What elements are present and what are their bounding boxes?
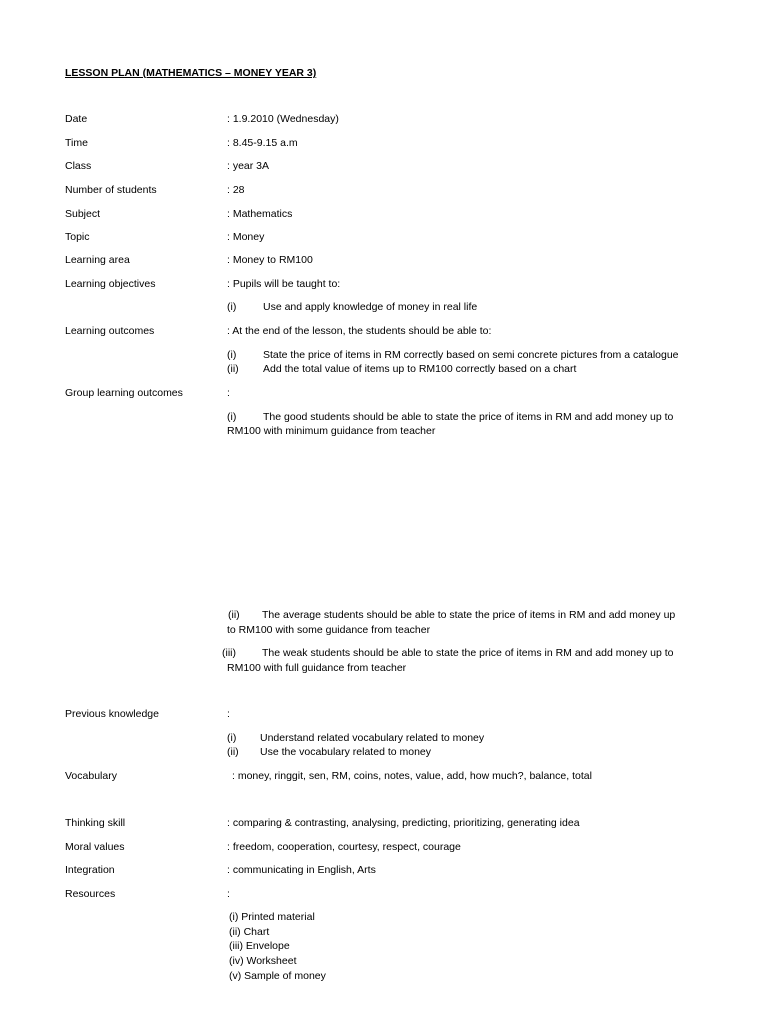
resource-item: (iii) Envelope	[229, 940, 290, 952]
previous-text: Understand related vocabulary related to money	[260, 732, 485, 744]
objective-num: (i)	[227, 301, 237, 313]
subject-value: : Mathematics	[227, 208, 293, 220]
objective-text: Use and apply knowledge of money in real life	[263, 301, 478, 313]
previous-num: (i)	[227, 732, 237, 744]
students-label: Number of students	[65, 184, 157, 196]
objectives-label: Learning objectives	[65, 278, 156, 290]
outcome-num: (ii)	[227, 363, 239, 375]
outcomes-label: Learning outcomes	[65, 325, 155, 337]
vocabulary-label: Vocabulary	[65, 770, 117, 782]
group-label: Group learning outcomes	[65, 387, 183, 399]
page-title: LESSON PLAN (MATHEMATICS – MONEY YEAR 3)	[65, 67, 317, 79]
topic-label: Topic	[65, 231, 90, 243]
group-outcome-line: The average students should be able to state the price of items in RM and add money up	[262, 609, 676, 621]
group-outcome-num: (i)	[227, 411, 237, 423]
outcomes-value: : At the end of the lesson, the students should be able to:	[227, 325, 492, 337]
class-label: Class	[65, 160, 92, 172]
group-outcome-num: (iii)	[222, 647, 236, 659]
thinking-label: Thinking skill	[65, 817, 126, 829]
resources-label: Resources	[65, 888, 116, 900]
subject-label: Subject	[65, 208, 101, 220]
thinking-value: : comparing & contrasting, analysing, predicting, prioritizing, generating idea	[227, 817, 580, 829]
integration-label: Integration	[65, 864, 115, 876]
date-label: Date	[65, 113, 88, 125]
class-value: : year 3A	[227, 160, 270, 172]
outcome-text: Add the total value of items up to RM100 correctly based on a chart	[263, 363, 577, 375]
group-outcome-line: RM100 with full guidance from teacher	[227, 662, 407, 674]
previous-label: Previous knowledge	[65, 708, 159, 720]
group-outcome-num: (ii)	[228, 609, 240, 621]
moral-label: Moral values	[65, 841, 125, 853]
group-outcome-line: The weak students should be able to state the price of items in RM and add money up to	[262, 647, 674, 659]
objectives-value: : Pupils will be taught to:	[227, 278, 341, 290]
area-label: Learning area	[65, 254, 130, 266]
date-value: : 1.9.2010 (Wednesday)	[227, 113, 339, 125]
outcome-text: State the price of items in RM correctly based on semi concrete pictures from a catalogue	[263, 349, 679, 361]
group-outcome-line: RM100 with minimum guidance from teacher	[227, 425, 436, 437]
resource-item: (v) Sample of money	[229, 970, 326, 982]
resources-value: :	[227, 888, 230, 900]
resource-item: (ii) Chart	[229, 926, 270, 938]
group-value: :	[227, 387, 230, 399]
students-value: : 28	[227, 184, 245, 196]
group-outcome-line: The good students should be able to state the price of items in RM and add money up to	[263, 411, 674, 423]
previous-text: Use the vocabulary related to money	[260, 746, 432, 758]
topic-value: : Money	[227, 231, 265, 243]
previous-value: :	[227, 708, 230, 720]
vocabulary-value: : money, ringgit, sen, RM, coins, notes, value, add, how much?, balance, total	[232, 770, 592, 782]
previous-num: (ii)	[227, 746, 239, 758]
resource-item: (iv) Worksheet	[229, 955, 297, 967]
moral-value: : freedom, cooperation, courtesy, respect, courage	[227, 841, 461, 853]
resource-item: (i) Printed material	[229, 911, 315, 923]
time-value: : 8.45-9.15 a.m	[227, 137, 298, 149]
area-value: : Money to RM100	[227, 254, 313, 266]
group-outcome-line: to RM100 with some guidance from teacher	[227, 624, 431, 636]
integration-value: : communicating in English, Arts	[227, 864, 376, 876]
outcome-num: (i)	[227, 349, 237, 361]
time-label: Time	[65, 137, 88, 149]
